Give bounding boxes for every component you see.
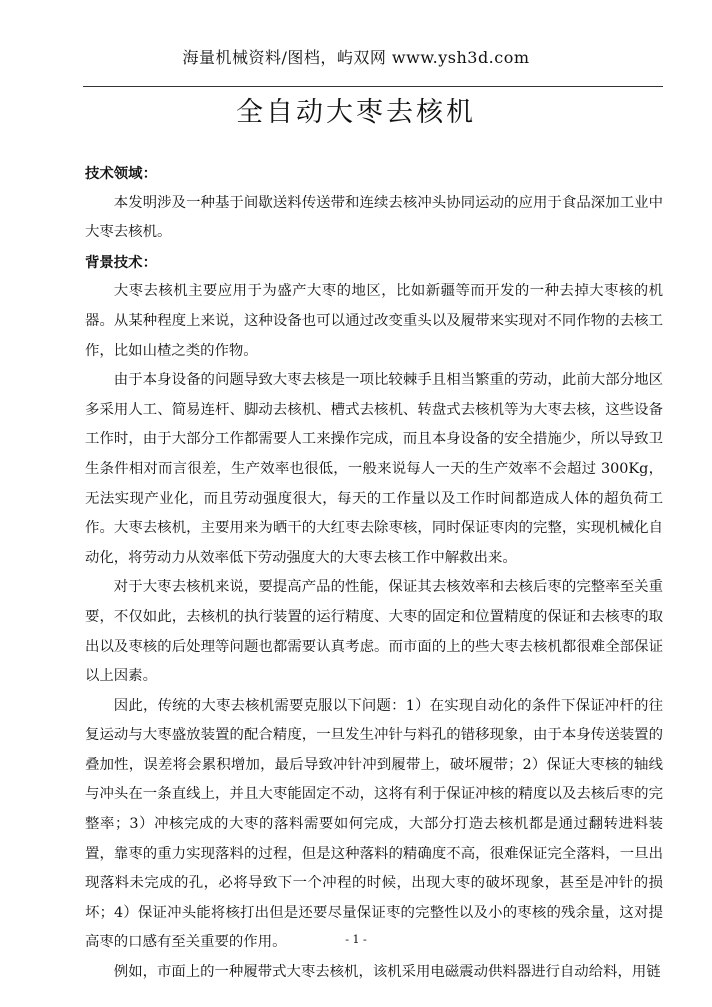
section-heading: 技术领域： <box>85 165 157 182</box>
document-body <box>85 159 663 988</box>
page-number: - 1 - <box>345 933 367 946</box>
document-title: 全自动大枣去核机 <box>236 97 476 128</box>
paragraph: 例如，市面上的一种履带式大枣去核机，该机采用电磁震动供料器进行自动给料，用链 <box>113 964 661 981</box>
section-heading: 背景技术： <box>85 253 157 271</box>
page-header: 海量机械资料/图档，屿双网 www.ysh3d.com <box>182 48 530 67</box>
paragraph: 由于本身设备的问题导致大枣去核是一项比较棘手且相当繁重的劳动，此前大部分地区多采用人工、简易连杆、脚动去核机、槽式去核机、转盘式去核机等为大枣去核，这些设备工作时，由于大部分工作都需要人工来操作完成，而且本身设备的安全措施少，所以导致卫生条件相对而言很差，生产效率也很低，一般来说每人一天的生产效率不会超过 300Kg，无法实现产业化，而且劳动强度很大，每天的工作量以及工作时间都造成人体的超负荷工作。大枣去核机，主要用来为晒干的大红枣去除枣核，同时保证枣肉的完整，实现机械化自动化，将劳动力从效率低下劳动强度大的大枣去核工作中解救出来。 <box>85 372 663 566</box>
paragraph: 对于大枣去核机来说，要提高产品的性能，保证其去核效率和去核后枣的完整率至关重要，不仅如此，去核机的执行装置的运行精度、大枣的固定和位置精度的保证和去核枣的取出以及枣核的后处理等问题也都需要认真考虑。而市面的上的些大枣去核机都很难全部保证以上因素。 <box>85 579 663 685</box>
header-rule <box>83 86 663 87</box>
paragraph: 本发明涉及一种基于间歇送料传送带和连续去核冲头协同运动的应用于食品深加工业中大枣去核机。 <box>85 194 663 241</box>
paragraph: 因此，传统的大枣去核机需要克服以下问题：1）在实现自动化的条件下保证冲杆的往复运动与大枣盛放装置的配合精度，一旦发生冲针与料孔的错移现象，由于本身传送装置的叠加性，误差将会累积增加，最后导致冲针冲到履带上，破坏履带；2）保证大枣核的轴线与冲头在一条直线上，并且大枣能固定不动，这将有利于保证冲核的精度以及去核后枣的完整率；3）冲核完成的大枣的落料需要如何完成，大部分打造去核机都是通过翻转进料装置，靠枣的重力实现落料的过程，但是这种落料的精确度不高，很难保证完全落料，一旦出现落料未完成的孔，必将导致下一个冲程的时候，出现大枣的破坏现象，甚至是冲针的损坏；4）保证冲头能将核打出但是还要尽量保证枣的完整性以及小的枣核的残余量，这对提高枣的口感有至关重要的作用。 <box>85 697 663 951</box>
paragraph: 大枣去核机主要应用于为盛产大枣的地区，比如新疆等而开发的一种去掉大枣核的机器。从某种程度上来说，这种设备也可以通过改变重头以及履带来实现对不同作物的去核工作，比如山楂之类的作物。 <box>85 283 663 359</box>
